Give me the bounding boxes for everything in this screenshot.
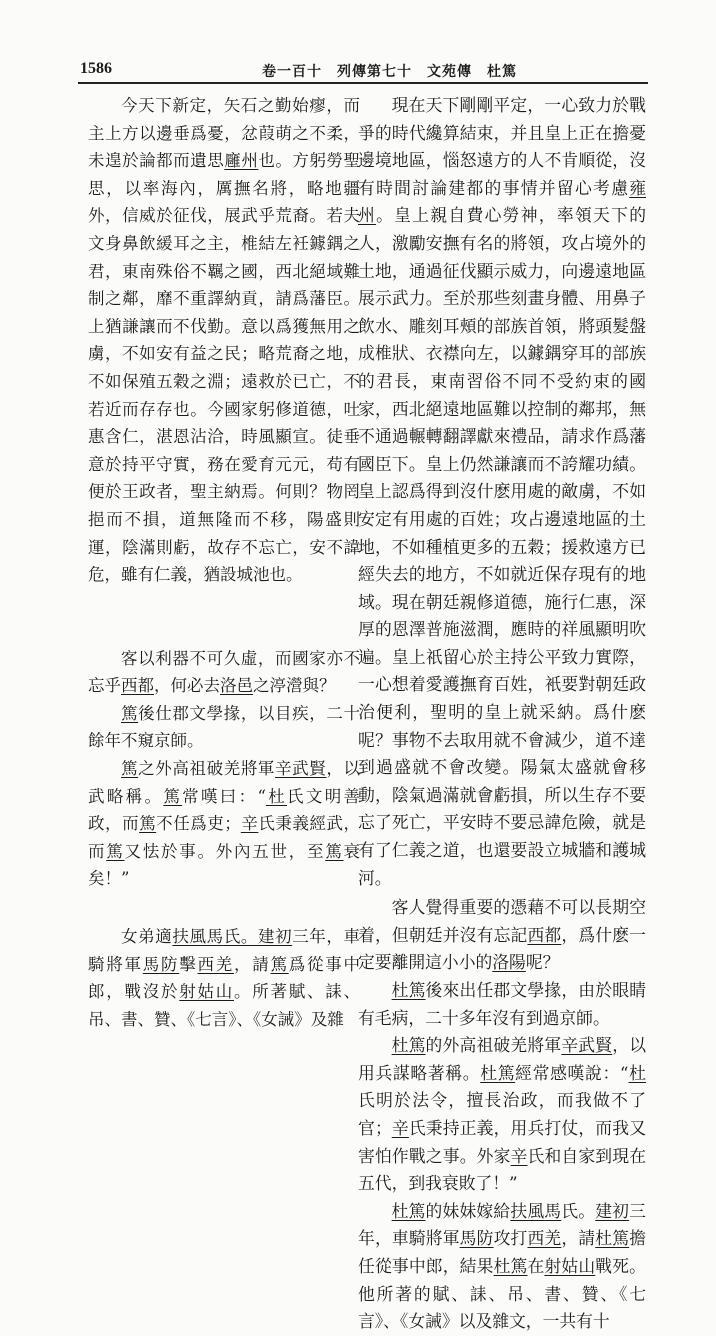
text-run: 。皇上親自費心勞神，率領天下的人，激勵安撫有名的將領，攻占境外的土地，通過征伐顯示威力，向邊遠地區展示武力。至於那些刻畫身體、用鼻子飲水、雕刻耳頰的部族首領，將頭髮盤成椎狀、衣襟向左，以鐻鍝穿耳的部族的君長，東南習俗不同不受約束的國家，西北絕遠地區難以控制的鄰邦，無不通過輾轉翻譯獻來禮品，請求作爲藩國臣下。皇上仍然謙讓而不誇耀功績。皇上認爲得到沒什麽用處的敵虜，不如安定有用處的百姓；攻占邊遠地區的土地，不如種植更多的五穀；援救遠方已經失去的地方，不如就近保存現有的地域。現在朝廷親修道德，施行仁惠，深厚的恩澤普施滋潤，應時的祥風顯明吹遍。皇上祇留心於主持公平致力實際，一心想着愛護撫育百姓，衹要對朝廷政治便利，聖明的皇上就采納。爲什麽呢？事物不去取用就不會減少，道不達到過盛就不會改變。陽氣太盛就會移動，陰氣過滿就會虧損，所以生存不要忘了死亡，平安時不要忌諱危險，就是有了仁義之道，也還要設立城牆和護城河。 bbox=[358, 205, 646, 888]
proper-noun: 杜 bbox=[628, 1062, 646, 1083]
proper-noun: 扶風 bbox=[172, 927, 207, 947]
text-run: 後仕郡文學掾，以目疾，二十餘年不窺京師。 bbox=[88, 703, 361, 751]
paragraph bbox=[358, 894, 646, 977]
left-column-classical-text bbox=[88, 92, 360, 1033]
proper-noun: 辛 bbox=[391, 1117, 409, 1138]
proper-noun: 西羌 bbox=[197, 954, 234, 974]
header-rule bbox=[78, 82, 648, 84]
page-number: 1586 bbox=[80, 60, 112, 77]
proper-noun: 篤 bbox=[139, 814, 157, 834]
text-run: 氏文明善政，而 bbox=[88, 786, 361, 834]
proper-noun: 西都 bbox=[121, 676, 154, 696]
text-run: 客以利器不可久虛，而國家亦不忘乎 bbox=[88, 648, 360, 696]
proper-noun: 扶風 bbox=[510, 1200, 545, 1221]
proper-noun: 篤 bbox=[325, 841, 344, 861]
proper-noun: 杜篤 bbox=[595, 1228, 630, 1249]
text-run: 又怯於事。外內五世，至 bbox=[124, 841, 326, 861]
text-run: 擊 bbox=[179, 954, 198, 974]
text-run: 經常感嘆說：“ bbox=[515, 1062, 629, 1083]
text-run: 氏和自家到現在五代，到我衰敗了！” bbox=[358, 1145, 646, 1194]
proper-noun: 辛 bbox=[510, 1145, 528, 1166]
text-run: 氏。 bbox=[561, 1200, 596, 1221]
proper-noun: 建初 bbox=[595, 1200, 630, 1221]
proper-noun: 篤 bbox=[121, 759, 139, 779]
proper-noun: 杜篤 bbox=[493, 1255, 528, 1276]
proper-noun: 射姑山 bbox=[544, 1255, 596, 1276]
proper-noun: 馬防 bbox=[142, 954, 180, 974]
text-run: 攻打 bbox=[493, 1228, 528, 1249]
proper-noun: 辛 bbox=[240, 814, 259, 834]
text-run: 的妹妹嫁給 bbox=[425, 1200, 511, 1221]
text-run: 戰死。他所著的賦、誄、吊、書、贊、《七言》、《女誡》以及雜文，一共有十 bbox=[358, 1255, 646, 1332]
text-run: ，請 bbox=[561, 1228, 596, 1249]
paragraph bbox=[358, 1198, 646, 1336]
proper-noun: 篤 bbox=[121, 703, 139, 723]
text-run: 爲從事中郎，戰沒於 bbox=[88, 954, 360, 1002]
paragraph bbox=[88, 923, 360, 1033]
text-run: 之渟瀯與？ bbox=[253, 676, 336, 696]
paragraph bbox=[88, 92, 360, 589]
paragraph bbox=[88, 755, 360, 893]
paragraph bbox=[358, 92, 646, 892]
text-run: 的外高祖破羌將軍 bbox=[425, 1035, 562, 1056]
proper-noun: 杜篤 bbox=[391, 1035, 426, 1056]
paragraph bbox=[358, 1032, 646, 1198]
proper-noun: 西羌 bbox=[527, 1228, 562, 1249]
text-run: 氏明於法令，擅長治政，而我做不了官； bbox=[358, 1090, 646, 1138]
proper-noun: 馬防 bbox=[459, 1228, 494, 1249]
proper-noun: 辛武賢 bbox=[561, 1035, 613, 1056]
proper-noun: 篤 bbox=[163, 786, 183, 806]
proper-noun: 杜篤 bbox=[391, 980, 426, 1000]
text-run: 擔任從事中郎，結果 bbox=[358, 1228, 646, 1276]
paragraph bbox=[358, 977, 646, 1032]
proper-noun: 馬 bbox=[206, 927, 224, 947]
proper-noun: 廱州 bbox=[224, 151, 259, 171]
paragraph bbox=[88, 700, 360, 755]
running-title: 卷一百十 列傳第七十 文苑傳 杜篤 bbox=[262, 64, 517, 80]
proper-noun: 杜篤 bbox=[391, 1200, 426, 1221]
proper-noun: 杜篤 bbox=[480, 1062, 516, 1083]
text-run: ，請 bbox=[234, 954, 271, 974]
text-run: 三年，車騎將軍 bbox=[88, 927, 361, 974]
text-run: 女弟適 bbox=[121, 927, 173, 947]
proper-noun: 篤 bbox=[270, 954, 289, 974]
text-run: ，何必去 bbox=[154, 676, 220, 696]
text-run: 今天下新定，矢石之勤始瘳，而主上方以邊垂爲憂，忿葭萌之不柔，未遑於論都而遺思 bbox=[88, 96, 360, 171]
text-run: 在 bbox=[527, 1255, 545, 1276]
proper-noun: 西都 bbox=[527, 924, 562, 945]
text-run: ，爲什麽一定要離開這小小的 bbox=[358, 924, 646, 973]
text-run: 也。方躬勞聖思，以率海內，厲撫名將，略地疆外，信威於征伐，展武乎荒裔。若夫文身鼻飲緩耳之主，椎結左衽鐻鍝之君，東南殊俗不羈之國，西北絕域難制之鄰，靡不重譯納貢，請爲藩臣。上猶謙讓而不伐勤。意以爲獲無用之虜，不如安有益之民；略荒裔之地，不如保殖五穀之淵；遠救於已亡，不若近而存存也。今國家躬修道德，吐惠含仁，湛恩沾洽，時風顯宣。徒垂意於持平守實，務在愛育元元，苟有便於王政者，聖主納焉。何則？物罔挹而不損，道無隆而不移，陽盛則運，陰滿則虧，故存不忘亡，安不諱危，雖有仁義，猶設城池也。 bbox=[88, 151, 361, 585]
proper-noun: 杜 bbox=[265, 786, 288, 806]
text-run: 三年，車騎將軍 bbox=[358, 1200, 646, 1249]
text-run: 之外高祖破羌將軍 bbox=[138, 759, 276, 779]
text-run: 常嘆曰：“ bbox=[182, 786, 266, 806]
text-run: ，以用兵謀略著稱。 bbox=[358, 1035, 646, 1083]
proper-noun: 辛武賢 bbox=[275, 759, 327, 779]
text-run: 現在天下剛剛平定，一心致力於戰爭的時代纔算結束，并且皇上正在擔憂邊境地區，惱怒遠方的人不肯順從，沒有時間討論建都的事情并留心考慮 bbox=[358, 95, 646, 198]
text-run: 呢？ bbox=[525, 952, 560, 973]
text-run: 不任爲吏； bbox=[156, 814, 241, 834]
paragraph bbox=[88, 645, 360, 700]
proper-noun: 雍州 bbox=[358, 177, 646, 226]
proper-noun: 洛邑 bbox=[220, 676, 253, 696]
proper-noun: 馬 bbox=[544, 1200, 562, 1221]
text-run: 氏秉義經武，而 bbox=[88, 814, 361, 861]
text-run: 客人覺得重要的憑藉不可以長期空着，但朝廷并沒有忘記 bbox=[358, 897, 646, 945]
text-run: 。所著賦、誄、吊、書、贊、《七言》、《女誡》及雜 bbox=[88, 982, 360, 1029]
right-column-translation bbox=[358, 92, 646, 1336]
proper-noun: 篤 bbox=[106, 841, 125, 861]
text-run: 衰矣！” bbox=[88, 841, 360, 889]
text-run: ，以武略稱。 bbox=[88, 759, 361, 806]
proper-noun: 洛陽 bbox=[492, 952, 526, 973]
proper-noun: 射姑山 bbox=[179, 982, 234, 1002]
text-run: 後來出任郡文學掾，由於眼睛有毛病，二十多年沒有到過京師。 bbox=[358, 980, 646, 1028]
text-run: 氏秉持正義，用兵打仗，而我又害怕作戰之事。外家 bbox=[358, 1117, 646, 1166]
proper-noun: 氏。建初 bbox=[223, 927, 293, 947]
